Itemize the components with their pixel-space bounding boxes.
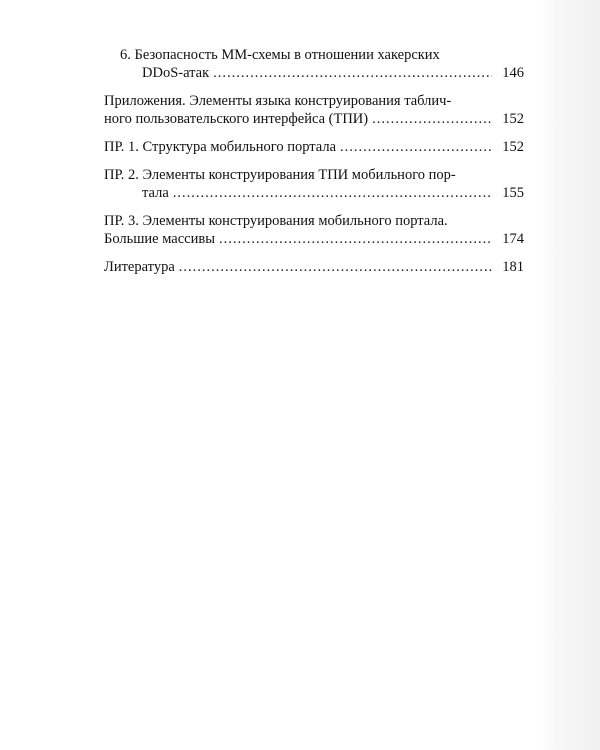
toc-page-number: 155 bbox=[502, 185, 524, 201]
dot-leader bbox=[219, 230, 492, 248]
toc-entry-app-1 bbox=[104, 138, 524, 156]
toc-entry-title-cont: Большие массивы bbox=[104, 231, 215, 247]
toc-entry-references bbox=[104, 258, 524, 276]
toc-entry-app-3 bbox=[104, 212, 524, 248]
dot-leader bbox=[213, 64, 492, 82]
toc-page-number: 152 bbox=[502, 111, 524, 127]
toc-entry-title-cont: тала bbox=[142, 185, 169, 201]
toc-entry-title-cont: DDoS-атак bbox=[142, 65, 210, 81]
page-edge-shadow bbox=[538, 0, 600, 750]
dot-leader bbox=[179, 258, 492, 276]
toc-page-number: 152 bbox=[502, 139, 524, 155]
toc-entry-title: Литература bbox=[104, 259, 175, 275]
toc-page-number: 174 bbox=[502, 231, 524, 247]
dot-leader bbox=[173, 184, 492, 202]
toc-entry-title: ПР. 3. Элементы конструирования мобильного портала. bbox=[104, 213, 448, 229]
toc-entry-app-2 bbox=[104, 166, 524, 202]
toc-entry-title: ПР. 2. Элементы конструирования ТПИ мобильного пор- bbox=[104, 167, 456, 183]
toc-entry-title: Приложения. Элементы языка конструирования таблич- bbox=[104, 93, 452, 109]
toc-entry-appendices bbox=[104, 92, 524, 128]
toc-page-number: 181 bbox=[502, 259, 524, 275]
toc-entry-title-cont: ного пользовательского интерфейса (ТПИ) bbox=[104, 111, 369, 127]
table-of-contents bbox=[104, 46, 524, 278]
toc-entry-title: ПР. 1. Структура мобильного портала bbox=[104, 139, 337, 155]
toc-page-number: 146 bbox=[502, 65, 524, 81]
toc-entry-title: 6. Безопасность ММ-схемы в отношении хакерских bbox=[120, 47, 440, 63]
dot-leader bbox=[372, 110, 492, 128]
toc-entry-section-6 bbox=[104, 46, 524, 82]
dot-leader bbox=[340, 138, 492, 156]
